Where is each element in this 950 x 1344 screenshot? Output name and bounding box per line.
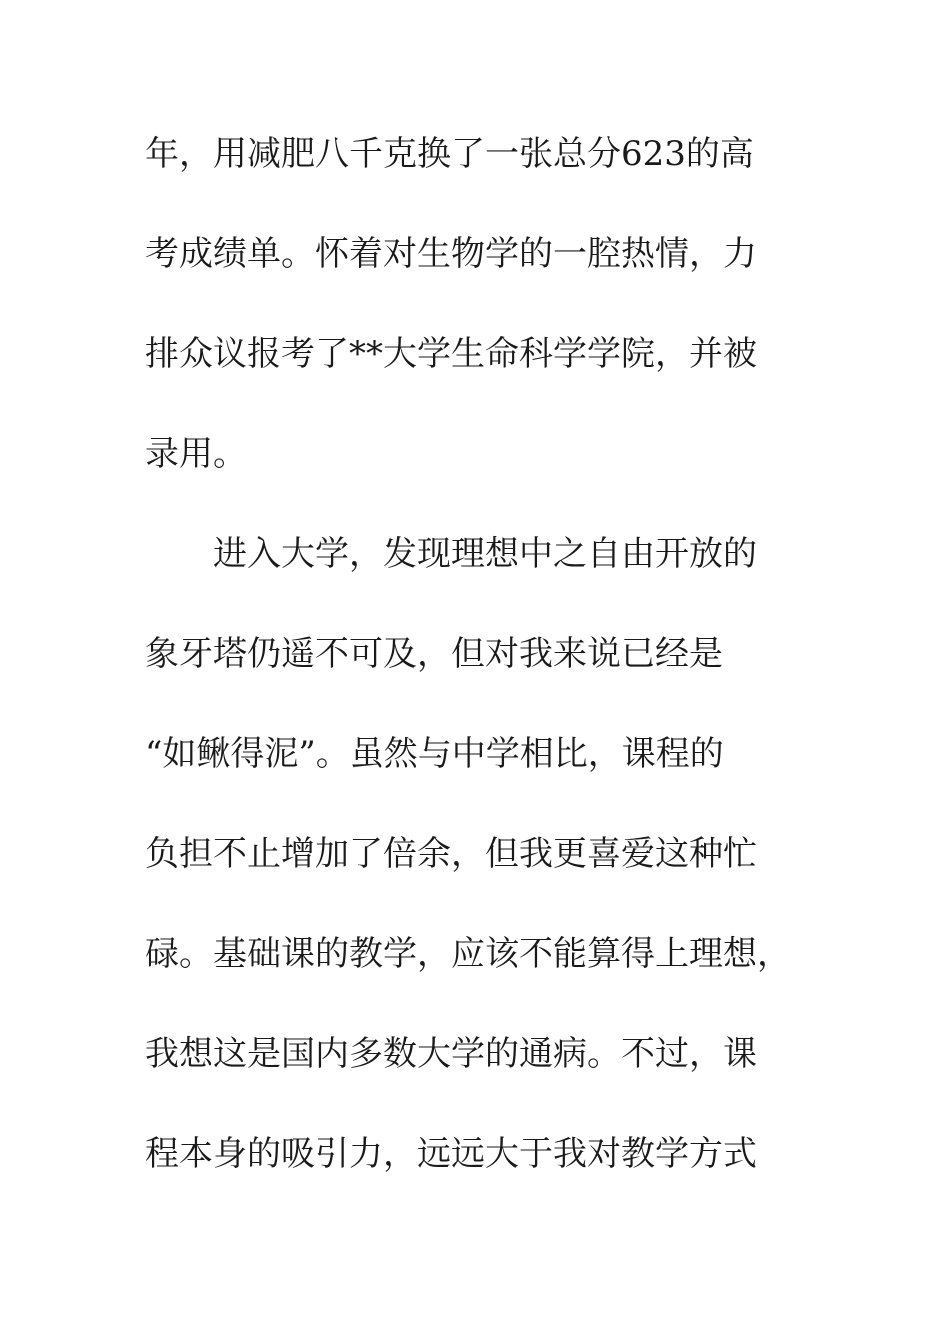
text-line: 录用。 — [145, 434, 247, 474]
text-line: 年，用减肥八千克换了一张总分623的高 — [145, 134, 754, 174]
paragraph-first-line: 进入大学，发现理想中之自由开放的 — [213, 534, 757, 574]
text-line: 排众议报考了**大学生命科学学院，并被 — [145, 334, 757, 374]
text-line: 负担不止增加了倍余，但我更喜爱这种忙 — [145, 834, 757, 874]
text-line: 象牙塔仍遥不可及，但对我来说已经是 — [145, 634, 723, 674]
text-line: 我想这是国内多数大学的通病。不过，课 — [145, 1034, 757, 1074]
text-line: 碌。基础课的教学，应该不能算得上理想， — [145, 934, 791, 974]
text-line: “如鳅得泥”。虽然与中学相比，课程的 — [145, 734, 724, 774]
text-line: 考成绩单。怀着对生物学的一腔热情，力 — [145, 234, 757, 274]
text-line: 程本身的吸引力，远远大于我对教学方式 — [145, 1134, 757, 1174]
